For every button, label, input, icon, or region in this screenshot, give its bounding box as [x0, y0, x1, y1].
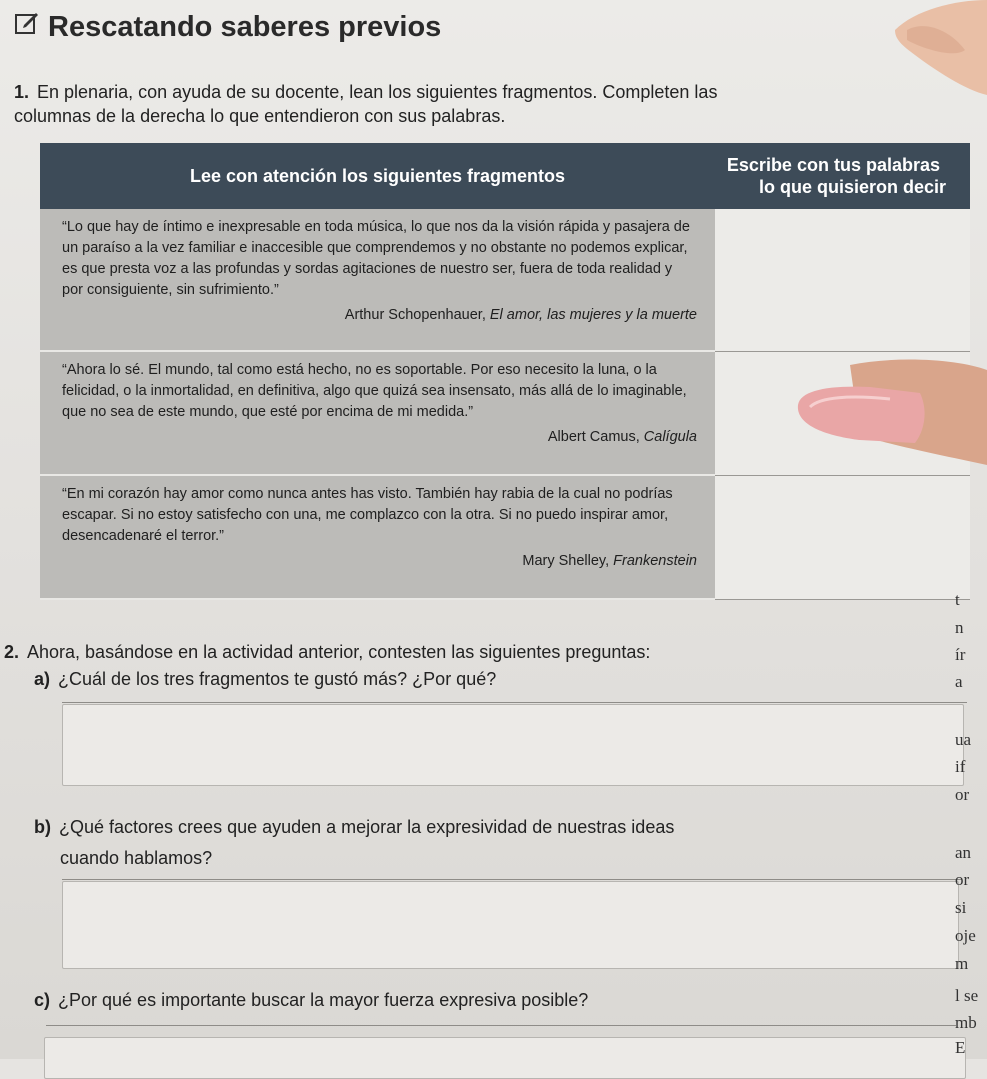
section-title [14, 10, 441, 44]
fragment-work: Calígula [643, 429, 697, 445]
margin-fragment: if [955, 757, 966, 776]
title-text: Rescatando saberes previos [48, 10, 442, 43]
header-left: Lee con atención los siguientes fragmentos [40, 143, 715, 209]
header-right-line-1: Escribe con tus palabras [726, 155, 940, 175]
fragment-work: El amor, las mujeres y la muerte [489, 307, 697, 323]
fragment-quote: “En mi corazón hay amor como nunca antes has visto. También hay rabia de la cual no podrías escapar. Si no estoy satisfecho con una, me complazco con la otra. Si no puedo inspirar amor, desencadenaré el terror.” [62, 486, 673, 544]
question-b-letter: b) [34, 817, 51, 837]
fragment-author: Mary Shelley, [522, 553, 610, 569]
fragment-row-3 [40, 475, 715, 599]
margin-fragment: t [955, 590, 960, 609]
question-c-text: ¿Por qué es importante buscar la mayor fuerza expresiva posible? [58, 990, 589, 1010]
margin-fragment: m [955, 954, 969, 973]
answer-line-b [62, 879, 962, 880]
fragment-row-1 [40, 209, 715, 351]
margin-fragment: mb [955, 1013, 977, 1032]
margin-fragment: oje [955, 926, 976, 945]
question-1-text: En plenaria, con ayuda de su docente, lean los siguientes fragmentos. Completen las columnas de la derecha lo que entendieron con sus palabras. [14, 82, 718, 126]
margin-fragment: l se [955, 986, 979, 1005]
margin-fragment: or [955, 785, 970, 804]
margin-fragment: si [955, 898, 967, 917]
header-right [715, 143, 970, 209]
margin-fragment: E [955, 1038, 966, 1057]
question-2-text: Ahora, basándose en la actividad anterior, contesten las siguientes preguntas: [27, 642, 651, 662]
answer-box-a[interactable] [62, 704, 964, 786]
fragment-quote: “Ahora lo sé. El mundo, tal como está hecho, no es soportable. Por eso necesito la luna, o la felicidad, o la inmortalidad, en definitiva, algo que quizá sea insensato, más allá de lo imaginable, que no sea de este mundo, que esté por encima de mi medida.” [62, 362, 687, 420]
question-a-text: ¿Cuál de los tres fragmentos te gustó más? ¿Por qué? [58, 669, 497, 689]
answer-cell-1[interactable] [715, 209, 970, 351]
question-c [34, 988, 794, 1012]
answer-cell-3[interactable] [715, 475, 970, 599]
question-1 [14, 80, 774, 128]
margin-fragment: n [955, 618, 964, 637]
fragment-author: Arthur Schopenhauer, [344, 307, 486, 323]
fragment-quote: “Lo que hay de íntimo e inexpresable en toda música, lo que nos da la visión rápida y pasajera de un paraíso a la vez familiar e inaccesible que comprendemos y no obstante no podemos explicar, es que presta voz a las profundas y sordas agitaciones de nuestro ser, fuera de toda realidad y por consiguiente, sin sufrimiento.” [62, 219, 690, 298]
fragment-author: Albert Camus, [547, 429, 640, 445]
header-right-line-2: lo que quisieron decir [758, 177, 946, 197]
fragment-row-2 [40, 351, 715, 475]
answer-box-c[interactable] [44, 1037, 966, 1079]
fragment-source [62, 305, 697, 326]
margin-fragment: ír [955, 645, 966, 664]
fragment-source [62, 551, 697, 572]
question-b [34, 815, 794, 839]
answer-box-b[interactable] [62, 881, 959, 969]
question-2-number: 2. [4, 642, 20, 662]
answer-line-c [46, 1025, 956, 1026]
question-a-letter: a) [34, 669, 51, 689]
fragment-work: Frankenstein [613, 553, 697, 569]
margin-fragment: a [955, 672, 963, 691]
finger-top-right [895, 0, 987, 95]
question-a [34, 667, 794, 691]
margin-fragment: or [955, 870, 970, 889]
question-2 [4, 640, 784, 664]
fragment-source [62, 427, 697, 448]
question-c-letter: c) [34, 990, 51, 1010]
margin-fragment: ua [955, 730, 972, 749]
margin-fragment: an [955, 843, 972, 862]
edit-icon [14, 10, 40, 44]
answer-line-a [62, 702, 967, 703]
finger-middle-right [790, 355, 987, 465]
question-1-number: 1. [14, 82, 30, 102]
question-b-text-1: ¿Qué factores crees que ayuden a mejorar la expresividad de nuestras ideas [59, 817, 675, 837]
question-b-cont: cuando hablamos? [60, 848, 213, 868]
